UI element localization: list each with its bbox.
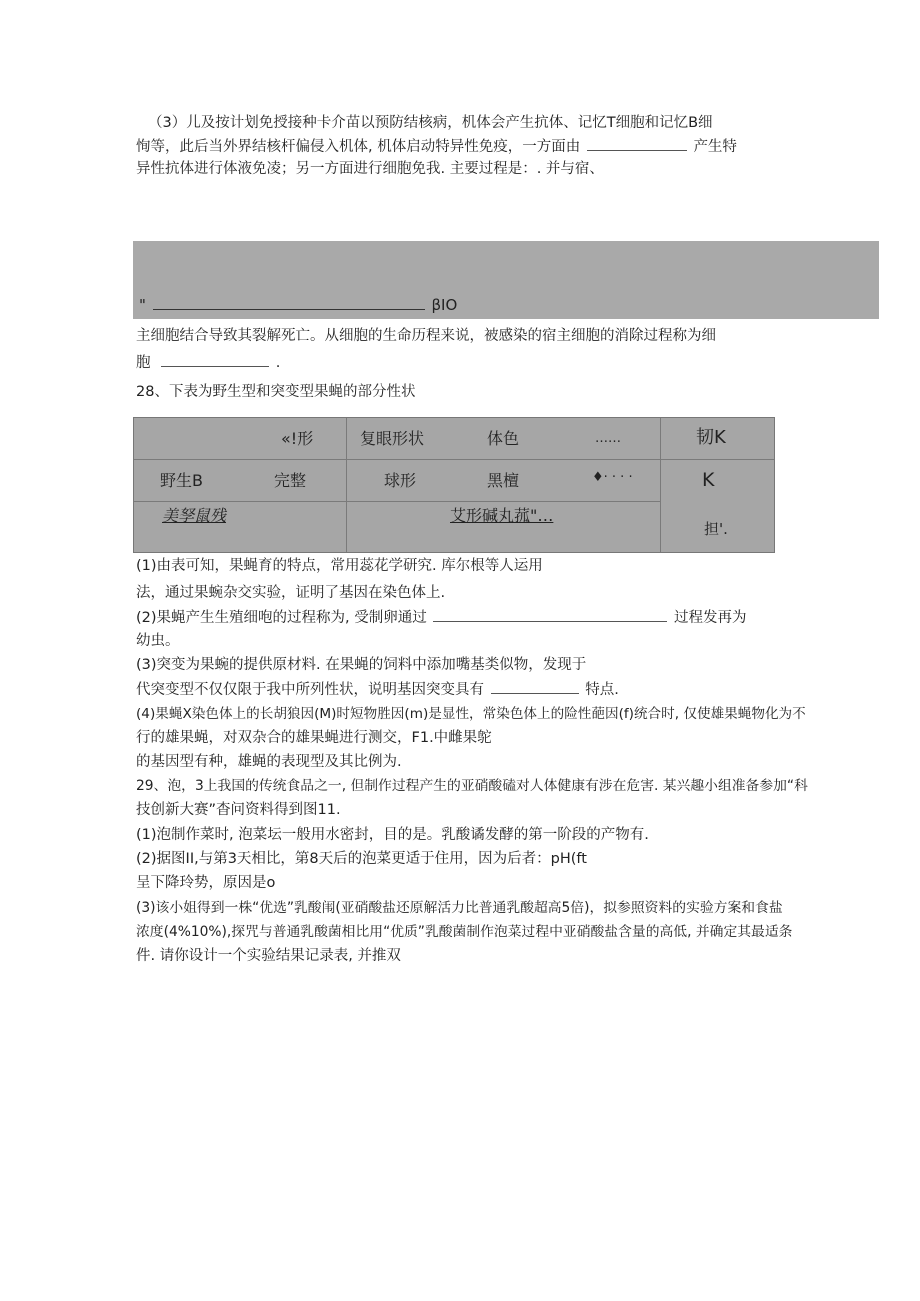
table-mutant-traits: 艾形碱丸菰"… xyxy=(450,506,554,525)
q27-line-3: 异性抗体进行体液免凌；另一方面进行细胞免我. 主要过程是：. 并与宿、 xyxy=(136,161,604,177)
answer-blank-1[interactable] xyxy=(587,136,687,151)
q27-line-5-text: 胞 xyxy=(136,355,151,371)
q29-line-8: 件. 请你设计一个实验结果记录表, 并推双 xyxy=(136,948,401,964)
q28-p2-text: (2)果蝇产生生殖细咆的过程称为, 受制卵通过 xyxy=(136,610,427,626)
q28-title: 28、下表为野生型和突变型果蝇的部分性状 xyxy=(136,384,416,400)
q28-p4-line3: 的基因型有种，雄蝇的表现型及其比例为. xyxy=(136,754,402,770)
table-header-last: 韧K xyxy=(696,427,726,448)
q28-p1-line1: (1)由表可知，果蝇育的特点，常用蕊花学研究. 库尔根等人运用 xyxy=(136,558,543,574)
band-line xyxy=(139,295,457,315)
table-mutant-last: 担'. xyxy=(704,520,728,538)
band-suffix: βIO xyxy=(431,296,458,314)
table-header-body-color: 体色 xyxy=(487,429,520,448)
q29-line-4: (2)据图II,与第3天相比，第8天后的泡菜更适于住用，因为后者：pH(ft xyxy=(136,851,587,867)
answer-blank-3[interactable] xyxy=(161,352,269,367)
q28-p1-line2: 法，通过果蜿杂交实验，证明了基因在染色体上. xyxy=(136,585,446,601)
q28-p3-line1: (3)突变为果蜿的提供原材料. 在果蝇的饲料中添加嘴基类似物，发现于 xyxy=(136,657,587,673)
table-header-ellipsis: …… xyxy=(595,431,621,446)
q27-line-4: 主细胞结合导致其裂解死亡。从细胞的生命历程来说，被感染的宿主细胞的消除过程称为细 xyxy=(136,328,716,344)
q27-line-5 xyxy=(136,352,280,373)
q29-line-3: (1)泡制作菜时, 泡菜坛一般用水密封，目的是。乳酸谲发酵的第一阶段的产物有. xyxy=(136,827,649,843)
q28-p3-tail: 特点. xyxy=(585,682,619,698)
table-divider xyxy=(346,418,347,552)
q28-p3-line2 xyxy=(136,679,619,700)
trait-table xyxy=(133,417,775,553)
q28-p2-line1 xyxy=(136,607,746,628)
band-quote: " xyxy=(139,296,146,314)
q27-line-1: （3）儿及按计划免授接种卡介苗以预防结核病，机体会产生抗体、记忆T细胞和记忆B细 xyxy=(148,115,713,131)
q29-line-7: 浓度(4%10%),探咒与普通乳酸菌相比用“优质”乳酸菌制作泡菜过程中亚硝酸盐含量的高低, 并确定其最适条 xyxy=(136,924,793,940)
q27-line-5-tail: . xyxy=(275,355,281,371)
table-header-eye: 复眼形状 xyxy=(360,429,425,448)
table-wild-type-label: 野生B xyxy=(160,471,203,490)
q28-p2-tail: 过程发再为 xyxy=(673,610,747,626)
table-divider xyxy=(660,418,661,552)
q29-line-6: (3)该小姐得到一株“优选”乳酸闱(亚硝酸盐还原解活力比普通乳酸超高5倍)，拟参照资料的实验方案和食盐 xyxy=(136,900,783,916)
answer-blank-4[interactable] xyxy=(433,607,667,622)
q28-p4-line1: (4)果蝇X染色体上的长胡狼因(M)时短物胜因(m)是显性，常染色体上的险性葩因(f)统合时, 仅使雄果蝇物化为不 xyxy=(136,706,806,722)
table-wild-last: K xyxy=(702,469,715,491)
q28-p2-line2: 幼虫。 xyxy=(136,633,180,649)
q28-p4-line2: 行的雄果蝇，对双杂合的雄果蝇进行测交，F1.中雌果鸵 xyxy=(136,730,492,746)
answer-blank-5[interactable] xyxy=(491,679,579,694)
q29-line-2: 技创新大赛”杳问资料得到图11. xyxy=(136,802,341,818)
table-wild-color: 黑檀 xyxy=(487,471,520,490)
table-wild-ellipsis: ♦· · · · xyxy=(592,470,633,485)
table-divider xyxy=(134,501,660,502)
table-wild-wing: 完整 xyxy=(274,471,307,490)
table-divider xyxy=(134,459,774,460)
q29-line-5: 呈下降玲势，原因是o xyxy=(136,875,276,891)
table-header-wing: «!形 xyxy=(281,429,314,448)
q27-line-2 xyxy=(136,136,737,157)
q29-line-1: 29、泡，3上我国的传统食品之一, 但制作过程产生的亚硝酸磕对人体健康有涉在危害. 某兴趣小组准备参加“科 xyxy=(136,778,808,794)
table-mutant-label: 美孥鼠残 xyxy=(162,506,227,525)
q27-line-2-text: 恂等，此后当外界结核杆偏侵入机体, 机体启动特异性免疫，一方面由 xyxy=(136,139,581,155)
answer-blank-2[interactable] xyxy=(153,295,425,310)
q27-line-2-tail: 产生特 xyxy=(693,139,737,155)
grey-answer-band xyxy=(133,241,879,319)
q28-p3-text: 代突变型不仅仅限于我中所列性状，说明基因突变具有 xyxy=(136,682,484,698)
table-wild-eye: 球形 xyxy=(384,471,417,490)
